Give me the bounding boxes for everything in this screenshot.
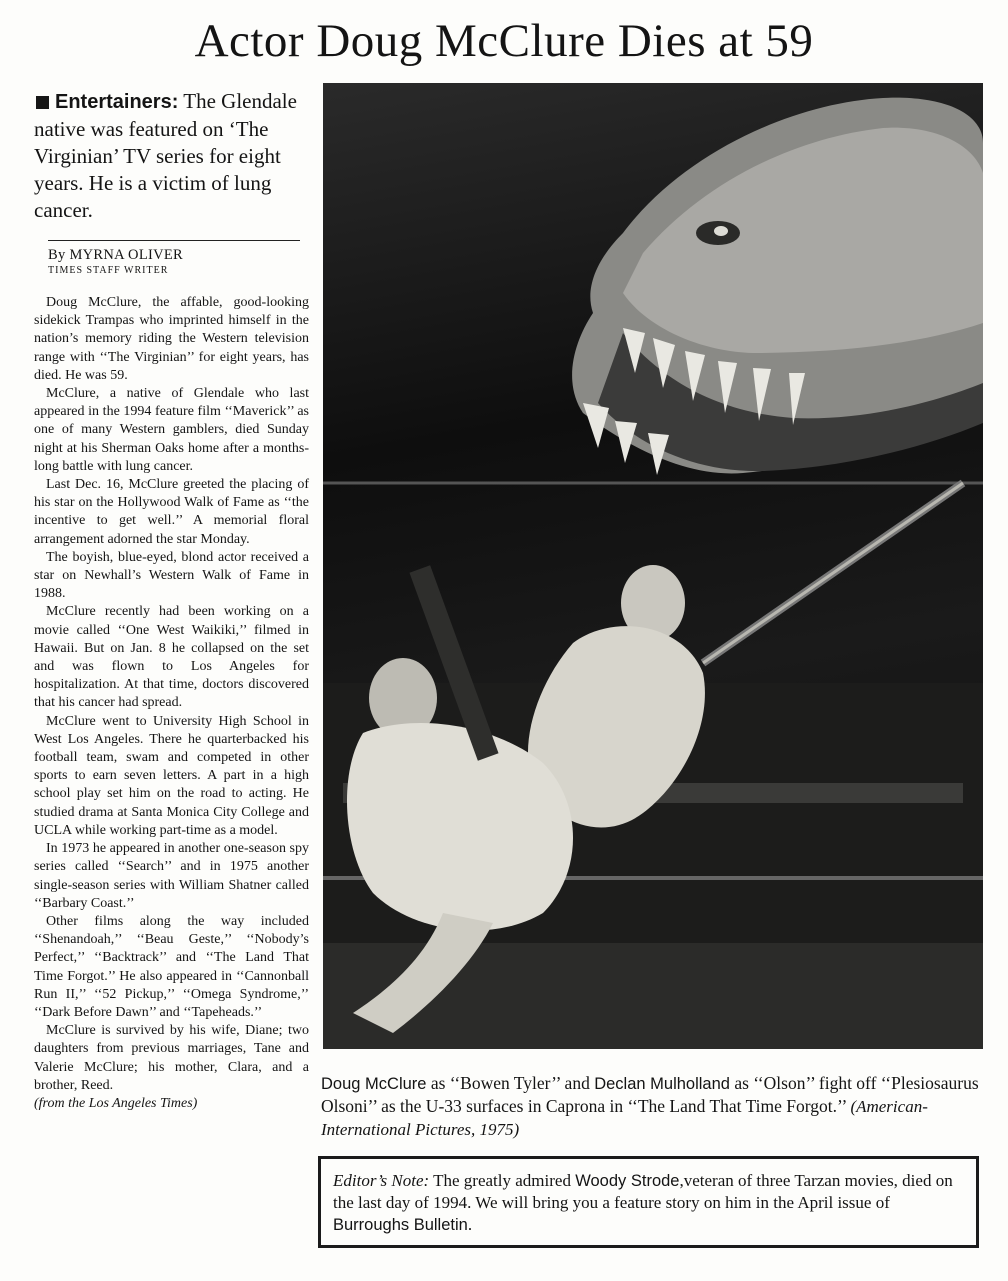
caption-text-1: as ‘‘Bowen Tyler’’ and bbox=[426, 1073, 595, 1093]
body-paragraph: McClure went to University High School in West Los Angeles. There he quarterbacked his football team, swam and competed in other sports to earn seven letters. A part in a high school play set him on the road to acting. He studied drama at Santa Monica City College and UCLA while working part-time as a model. bbox=[34, 713, 309, 838]
byline-title: TIMES STAFF WRITER bbox=[48, 265, 169, 276]
dinosaur-attack-illustration bbox=[323, 83, 983, 1049]
caption-name-1: Doug McClure bbox=[321, 1075, 427, 1093]
body-paragraph: McClure recently had been working on a movie called ‘‘One West Waikiki,’’ filmed in Hawaii. But on Jan. 8 he collapsed on the set and was flown to Los Angeles for hospitalization. At that time, doctors discovered that his cancer had spread. bbox=[34, 604, 309, 711]
source-credit: (from the Los Angeles Times) bbox=[34, 1095, 198, 1111]
note-publication: Burroughs Bulletin bbox=[333, 1216, 468, 1234]
caption-text-2: as ‘‘Olson’’ fight off ‘‘Plesiosaurus Olsoni’’ as the U-33 surfaces in Caprona in ‘‘The Land That Time Forgot.’’ bbox=[321, 1073, 979, 1116]
headline: Actor Doug McClure Dies at 59 bbox=[194, 15, 814, 67]
body-paragraph: McClure, a native of Glendale who last appeared in the 1994 feature film ‘‘Maverick’’ as one of many Western gamblers, died Sunday night at his Sherman Oaks home after a months-long battle with lung cancer. bbox=[34, 386, 309, 474]
note-text-1: The greatly admired bbox=[429, 1171, 576, 1190]
bullet-square-icon bbox=[36, 96, 49, 109]
note-label: Editor’s Note: bbox=[333, 1171, 430, 1190]
byline-name: By MYRNA OLIVER bbox=[48, 247, 184, 263]
caption-name-2: Declan Mulholland bbox=[594, 1075, 730, 1093]
article-deck bbox=[34, 88, 309, 224]
editors-note-box bbox=[318, 1156, 979, 1248]
deck-text: The Glendale native was featured on ‘The Virginian’ TV series for eight years. He is a victim of lung cancer. bbox=[34, 89, 297, 222]
deck-kicker: Entertainers: bbox=[55, 91, 179, 113]
article-body bbox=[34, 294, 309, 1112]
body-paragraph: In 1973 he appeared in another one-season spy series called ‘‘Search’’ and in 1975 another single-season series with William Shatner called ‘‘Barbary Coast.’’ bbox=[34, 841, 309, 911]
note-end: . bbox=[467, 1215, 473, 1234]
caption-source: (American-International Pictures, 1975) bbox=[321, 1097, 928, 1139]
article-column bbox=[34, 88, 309, 1112]
byline-rule bbox=[48, 240, 300, 241]
body-paragraph: Last Dec. 16, McClure greeted the placing of his star on the Hollywood Walk of Fame as ‘‘the incentive to get well.’’ A memorial floral arrangement adorned the star Monday. bbox=[34, 477, 309, 547]
photo-caption bbox=[321, 1072, 991, 1141]
note-text-2: ,veteran of three Tarzan movies, died on the last day of 1994. We will bring you a feature story on him in the April issue of bbox=[333, 1171, 953, 1212]
body-paragraph: Other films along the way included ‘‘Shenandoah,’’ ‘‘Beau Geste,’’ ‘‘Nobody’s Perfect,’’ ‘‘Backtrack’’ and ‘‘The Land That Time Forgot.’’ He also appeared in ‘‘Cannonball Run II,’’ ‘‘52 Pickup,’’ ‘‘Omega Syndrome,’’ ‘‘Dark Before Dawn’’ and ‘‘Tapeheads.’’ bbox=[34, 913, 309, 1020]
body-paragraph: The boyish, blue-eyed, blond actor received a star on Newhall’s Western Walk of Fame in 1988. bbox=[34, 549, 309, 602]
body-paragraph: Doug McClure, the affable, good-looking sidekick Trampas who imprinted himself in the nation’s memory riding the Western television range with ‘‘The Virginian’’ for eight years, has died. He was 59. bbox=[34, 295, 309, 383]
movie-still-photo bbox=[323, 83, 983, 1049]
body-paragraph: McClure is survived by his wife, Diane; two daughters from previous marriages, Tane and Valerie McClure; his mother, Clara, and a brother, Reed. bbox=[34, 1023, 309, 1093]
note-name: Woody Strode bbox=[575, 1172, 680, 1190]
